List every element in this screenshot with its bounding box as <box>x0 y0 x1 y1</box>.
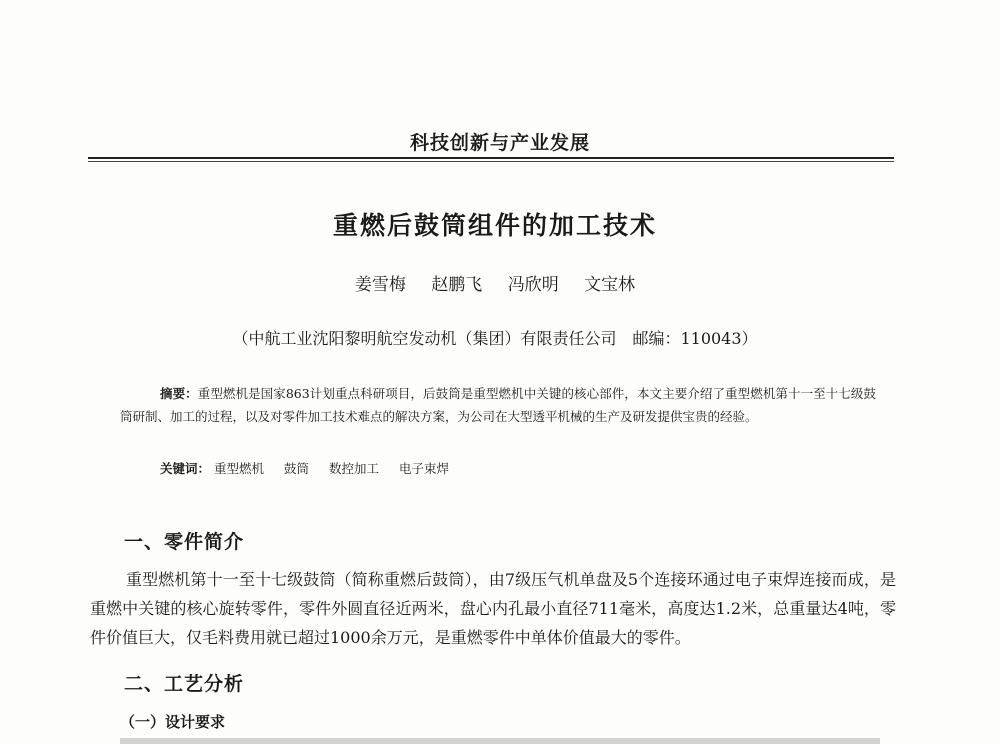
affiliation: （中航工业沈阳黎明航空发动机（集团）有限责任公司 邮编：110043） <box>232 329 758 348</box>
cut-off-text-line <box>120 738 880 744</box>
paper-title: 重燃后鼓筒组件的加工技术 <box>332 211 657 240</box>
keywords <box>160 459 465 477</box>
keyword: 鼓筒 <box>284 461 310 476</box>
author-list <box>0 270 990 295</box>
abstract-text: 重型燃机是国家863计划重点科研项目，后鼓筒是重型燃机中关键的核心部件，本文主要介绍了重型燃机第十一至十七级鼓筒研制、加工的过程，以及对零件加工技术难点的解决方案，为公司在大型透平机械的生产及研发提供宝贵的经验。 <box>120 386 876 424</box>
section-heading: 二、工艺分析 <box>124 673 245 695</box>
abstract-label: 摘要： <box>160 386 198 401</box>
author: 文宝林 <box>584 275 636 295</box>
author: 赵鹏飞 <box>431 275 483 295</box>
author: 冯欣明 <box>507 275 559 295</box>
author: 姜雪梅 <box>354 275 406 295</box>
keyword: 数控加工 <box>329 461 380 476</box>
keyword: 重型燃机 <box>214 461 265 476</box>
header-rule-thick <box>88 157 894 159</box>
journal-section-header: 科技创新与产业发展 <box>409 132 590 154</box>
section-body: 重型燃机第十一至十七级鼓筒（简称重燃后鼓筒），由7级压气机单盘及5个连接环通过电子束焊连接而成，是重燃中关键的核心旋转零件，零件外圆直径近两米，盘心内孔最小直径711毫米，高度达1.2米，总重量达4吨，零件价值巨大，仅毛料费用就已超过1000余万元，是重燃零件中单体价值最大的零件。 <box>90 570 896 647</box>
keyword: 电子束焊 <box>399 461 450 476</box>
subsection-heading: （一）设计要求 <box>120 713 226 731</box>
abstract <box>120 382 876 428</box>
keywords-label: 关键词： <box>160 461 211 476</box>
header-rule-thin <box>88 161 894 162</box>
section-heading: 一、零件简介 <box>124 531 245 553</box>
